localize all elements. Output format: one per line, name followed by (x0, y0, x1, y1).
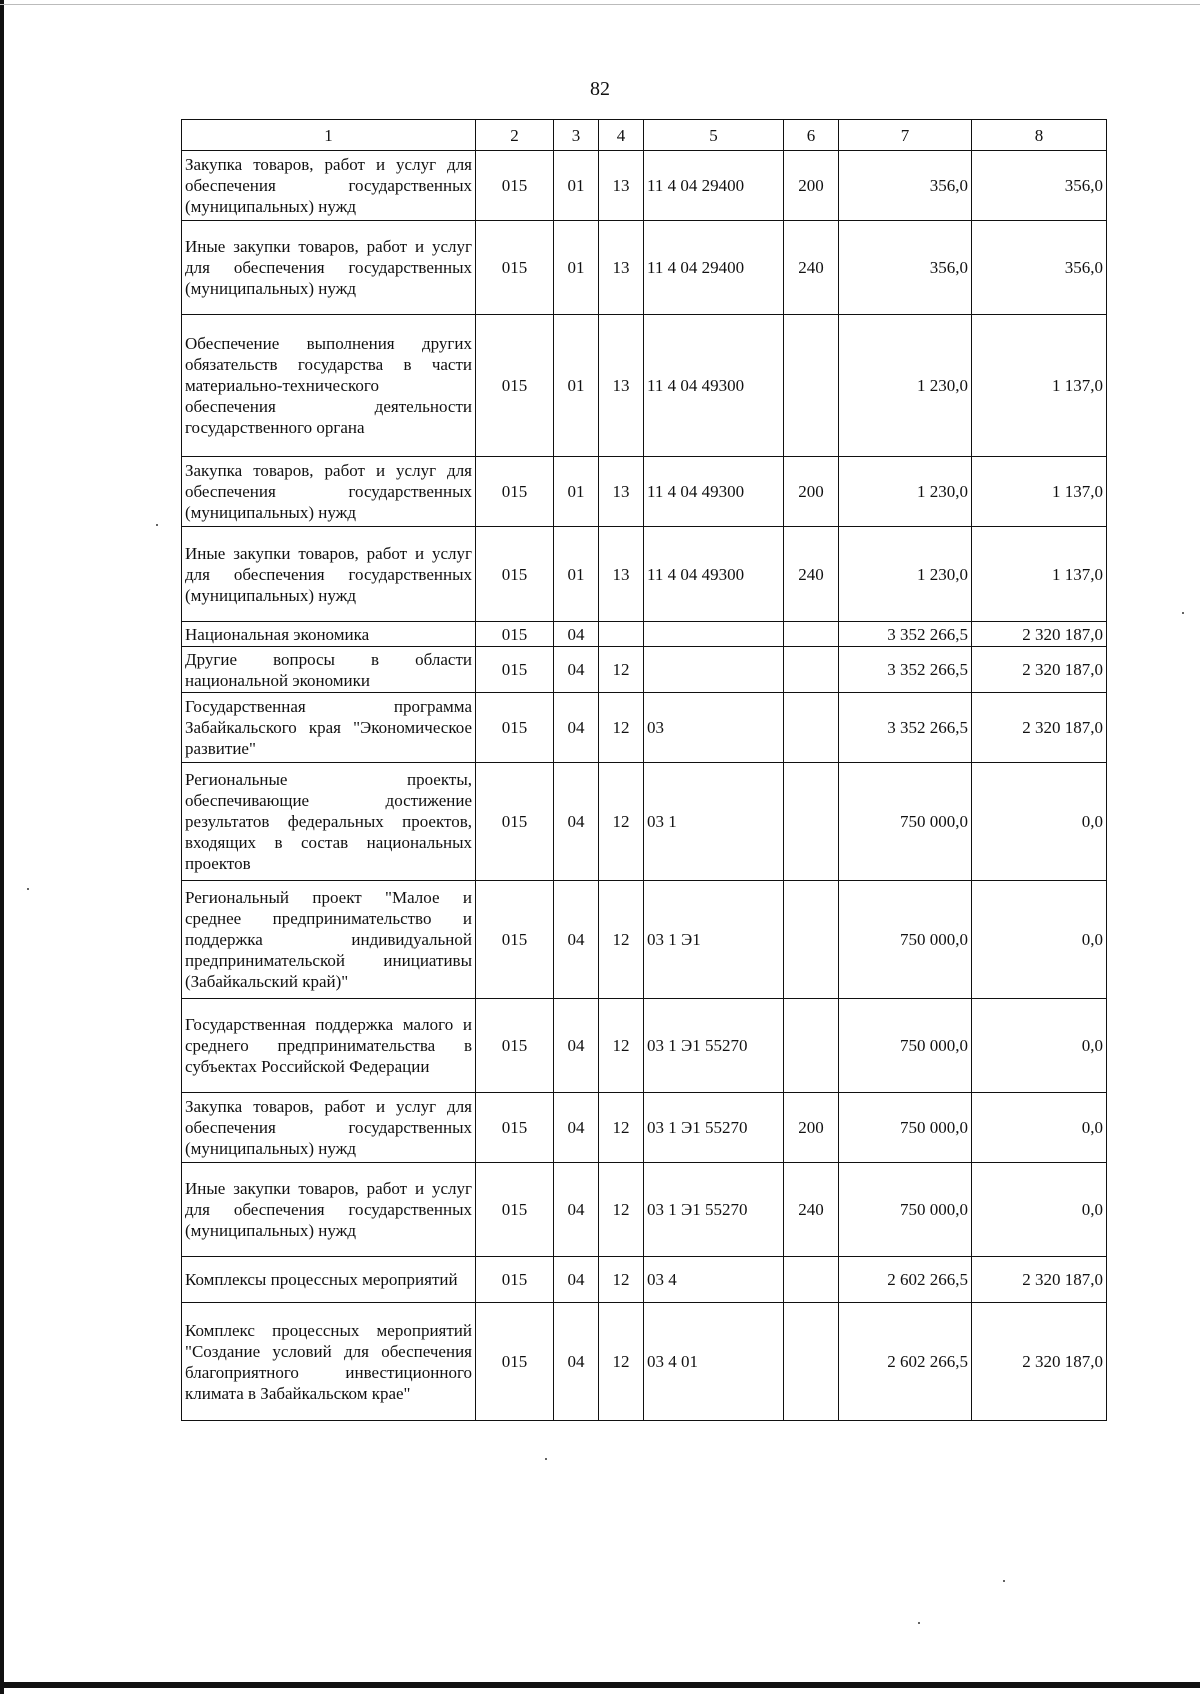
row-name: Государственная поддержка малого и среднего предпринимательства в субъектах Российской Федерации (182, 999, 476, 1093)
row-name: Иные закупки товаров, работ и услуг для обеспечения государственных (муниципальных) нужд (182, 527, 476, 622)
row-amount-1: 356,0 (839, 221, 972, 315)
row-code-section: 04 (554, 1303, 599, 1421)
row-code-expense-type (784, 763, 839, 881)
row-code-subsection: 13 (599, 527, 644, 622)
row-amount-2: 2 320 187,0 (972, 693, 1107, 763)
table-row (182, 999, 1107, 1093)
row-code-expense-type: 240 (784, 221, 839, 315)
row-code-subsection: 12 (599, 999, 644, 1093)
table-body (182, 151, 1107, 1421)
row-amount-2: 1 137,0 (972, 315, 1107, 457)
table-row (182, 1257, 1107, 1303)
row-code-target: 03 (644, 693, 784, 763)
row-code-target (644, 647, 784, 693)
scan-speck (1003, 1580, 1005, 1582)
row-code-target: 03 4 01 (644, 1303, 784, 1421)
row-code-admin: 015 (476, 1163, 554, 1257)
table-row (182, 647, 1107, 693)
row-name: Обеспечение выполнения других обязательств государства в части материально-технического обеспечения деятельности государственного органа (182, 315, 476, 457)
header-col-2: 2 (476, 120, 554, 151)
table-row (182, 221, 1107, 315)
row-code-subsection: 12 (599, 1303, 644, 1421)
row-code-expense-type (784, 1257, 839, 1303)
row-code-admin: 015 (476, 763, 554, 881)
row-amount-1: 750 000,0 (839, 1093, 972, 1163)
row-name: Региональный проект "Малое и среднее предпринимательство и поддержка индивидуальной предпринимательской инициативы (Забайкальский край)" (182, 881, 476, 999)
row-amount-2: 1 137,0 (972, 457, 1107, 527)
row-code-subsection: 12 (599, 693, 644, 763)
scan-speck (27, 888, 29, 890)
header-col-3: 3 (554, 120, 599, 151)
row-code-admin: 015 (476, 693, 554, 763)
row-amount-1: 356,0 (839, 151, 972, 221)
scan-edge-bottom (0, 1682, 1200, 1688)
row-code-target: 11 4 04 29400 (644, 221, 784, 315)
row-code-section: 04 (554, 999, 599, 1093)
row-code-target: 11 4 04 49300 (644, 457, 784, 527)
row-amount-1: 2 602 266,5 (839, 1303, 972, 1421)
row-code-subsection: 13 (599, 315, 644, 457)
row-code-expense-type: 240 (784, 527, 839, 622)
table-row (182, 763, 1107, 881)
row-name: Региональные проекты, обеспечивающие достижение результатов федеральных проектов, входящих в состав национальных проектов (182, 763, 476, 881)
row-name: Закупка товаров, работ и услуг для обеспечения государственных (муниципальных) нужд (182, 1093, 476, 1163)
row-code-target: 03 4 (644, 1257, 784, 1303)
row-code-subsection: 12 (599, 647, 644, 693)
row-code-subsection (599, 622, 644, 647)
row-amount-2: 2 320 187,0 (972, 1257, 1107, 1303)
header-col-1: 1 (182, 120, 476, 151)
row-amount-2: 356,0 (972, 151, 1107, 221)
row-code-section: 04 (554, 1163, 599, 1257)
table-row (182, 1163, 1107, 1257)
row-amount-1: 3 352 266,5 (839, 693, 972, 763)
row-code-expense-type (784, 1303, 839, 1421)
row-code-expense-type (784, 647, 839, 693)
scan-speck (156, 524, 158, 526)
row-code-expense-type: 200 (784, 151, 839, 221)
row-code-expense-type (784, 622, 839, 647)
row-code-subsection: 13 (599, 151, 644, 221)
row-amount-2: 2 320 187,0 (972, 622, 1107, 647)
row-code-target: 03 1 (644, 763, 784, 881)
row-code-section: 04 (554, 693, 599, 763)
scan-speck (918, 1622, 920, 1624)
row-amount-2: 0,0 (972, 763, 1107, 881)
row-code-admin: 015 (476, 999, 554, 1093)
scan-speck (545, 1458, 547, 1460)
row-amount-1: 2 602 266,5 (839, 1257, 972, 1303)
row-code-section: 04 (554, 647, 599, 693)
row-name: Комплекс процессных мероприятий "Создание условий для обеспечения благоприятного инвестиционного климата в Забайкальском крае" (182, 1303, 476, 1421)
row-code-section: 04 (554, 763, 599, 881)
row-code-section: 01 (554, 315, 599, 457)
row-code-admin: 015 (476, 1303, 554, 1421)
row-amount-1: 1 230,0 (839, 457, 972, 527)
row-amount-1: 1 230,0 (839, 527, 972, 622)
row-name: Комплексы процессных мероприятий (182, 1257, 476, 1303)
row-amount-1: 750 000,0 (839, 763, 972, 881)
row-code-admin: 015 (476, 221, 554, 315)
table-row (182, 1093, 1107, 1163)
row-code-admin: 015 (476, 315, 554, 457)
row-code-admin: 015 (476, 1257, 554, 1303)
header-col-6: 6 (784, 120, 839, 151)
row-code-section: 04 (554, 1093, 599, 1163)
page-number: 82 (590, 78, 610, 100)
row-code-admin: 015 (476, 622, 554, 647)
row-code-section: 04 (554, 622, 599, 647)
row-code-section: 04 (554, 1257, 599, 1303)
table-row (182, 693, 1107, 763)
row-code-subsection: 12 (599, 763, 644, 881)
row-code-admin: 015 (476, 647, 554, 693)
row-code-target: 03 1 Э1 55270 (644, 1163, 784, 1257)
header-row (182, 120, 1107, 151)
header-col-7: 7 (839, 120, 972, 151)
row-code-expense-type (784, 693, 839, 763)
row-code-target: 03 1 Э1 55270 (644, 1093, 784, 1163)
scan-speck (1182, 612, 1184, 614)
row-code-admin: 015 (476, 457, 554, 527)
table-row (182, 457, 1107, 527)
header-col-5: 5 (644, 120, 784, 151)
row-name: Иные закупки товаров, работ и услуг для обеспечения государственных (муниципальных) нужд (182, 221, 476, 315)
row-name: Закупка товаров, работ и услуг для обеспечения государственных (муниципальных) нужд (182, 151, 476, 221)
scan-edge-top (0, 4, 1200, 5)
row-code-subsection: 12 (599, 1163, 644, 1257)
row-code-target: 11 4 04 49300 (644, 527, 784, 622)
row-code-section: 01 (554, 151, 599, 221)
row-code-subsection: 12 (599, 1257, 644, 1303)
table-row (182, 315, 1107, 457)
row-amount-1: 750 000,0 (839, 1163, 972, 1257)
table-row (182, 881, 1107, 999)
row-code-target (644, 622, 784, 647)
row-amount-2: 0,0 (972, 1093, 1107, 1163)
row-code-target: 03 1 Э1 (644, 881, 784, 999)
table-row (182, 1303, 1107, 1421)
row-amount-1: 750 000,0 (839, 881, 972, 999)
row-name: Национальная экономика (182, 622, 476, 647)
row-name: Иные закупки товаров, работ и услуг для обеспечения государственных (муниципальных) нужд (182, 1163, 476, 1257)
row-amount-1: 1 230,0 (839, 315, 972, 457)
row-code-subsection: 12 (599, 881, 644, 999)
row-code-subsection: 13 (599, 221, 644, 315)
row-code-target: 11 4 04 29400 (644, 151, 784, 221)
row-amount-2: 0,0 (972, 1163, 1107, 1257)
row-code-section: 01 (554, 221, 599, 315)
row-amount-1: 750 000,0 (839, 999, 972, 1093)
budget-table (181, 119, 1107, 1421)
row-code-admin: 015 (476, 881, 554, 999)
table-row (182, 151, 1107, 221)
row-code-expense-type (784, 315, 839, 457)
table-row (182, 527, 1107, 622)
row-code-admin: 015 (476, 527, 554, 622)
header-col-4: 4 (599, 120, 644, 151)
row-code-expense-type (784, 999, 839, 1093)
row-code-expense-type: 200 (784, 457, 839, 527)
row-amount-2: 2 320 187,0 (972, 1303, 1107, 1421)
row-code-target: 03 1 Э1 55270 (644, 999, 784, 1093)
row-name: Государственная программа Забайкальского края "Экономическое развитие" (182, 693, 476, 763)
row-code-subsection: 13 (599, 457, 644, 527)
row-code-expense-type (784, 881, 839, 999)
row-code-target: 11 4 04 49300 (644, 315, 784, 457)
header-col-8: 8 (972, 120, 1107, 151)
row-name: Другие вопросы в области национальной экономики (182, 647, 476, 693)
row-amount-2: 2 320 187,0 (972, 647, 1107, 693)
row-code-expense-type: 200 (784, 1093, 839, 1163)
row-amount-2: 0,0 (972, 999, 1107, 1093)
row-code-section: 01 (554, 457, 599, 527)
row-code-section: 04 (554, 881, 599, 999)
row-code-section: 01 (554, 527, 599, 622)
row-amount-2: 0,0 (972, 881, 1107, 999)
row-amount-2: 356,0 (972, 221, 1107, 315)
row-amount-1: 3 352 266,5 (839, 622, 972, 647)
row-code-expense-type: 240 (784, 1163, 839, 1257)
row-code-admin: 015 (476, 1093, 554, 1163)
scan-edge-left (0, 0, 4, 1694)
row-amount-2: 1 137,0 (972, 527, 1107, 622)
table-row (182, 622, 1107, 647)
row-name: Закупка товаров, работ и услуг для обеспечения государственных (муниципальных) нужд (182, 457, 476, 527)
row-code-admin: 015 (476, 151, 554, 221)
row-code-subsection: 12 (599, 1093, 644, 1163)
row-amount-1: 3 352 266,5 (839, 647, 972, 693)
